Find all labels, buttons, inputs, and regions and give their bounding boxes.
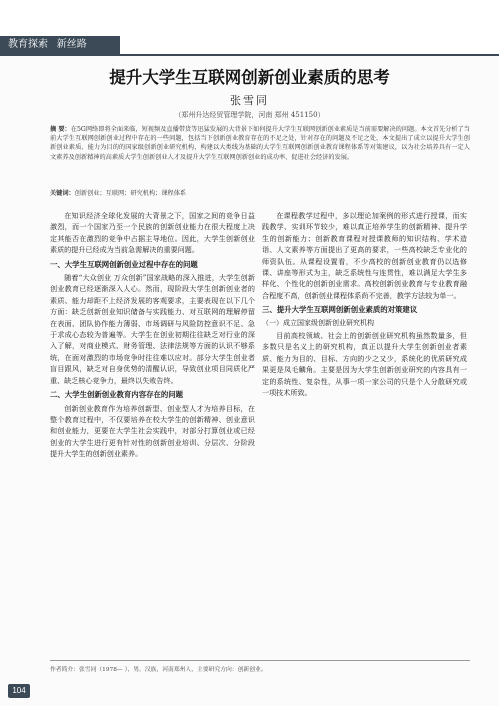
intro-paragraph: 在知识经济全球化发展的大背景之下，国家之间的竞争日益激烈，而一个国家乃至一个民族的创新创业能力在很大程度上决定其能否在激烈的竞争中占据主导地位。因此，大学生创新创业素质的提升已经成为当前急需解决的重要问题。 <box>50 211 255 255</box>
section-1-heading: 一、大学生互联网创新创业过程中存在的问题 <box>50 259 198 269</box>
subsection-label: 新丝路 <box>56 39 87 50</box>
right-column <box>262 210 467 399</box>
author-footnote: 作者简介：张雪同（1978— ），男，汉族，河南郑州人，主要研究方向：创新创业。 <box>50 667 267 673</box>
section-label: 教育探索 <box>8 39 48 50</box>
left-column <box>50 210 255 460</box>
section-1-body: 随着“大众创业 万众创新”国家战略的深入推进，大学生创新创业教育已经逐渐深入人心。然而，现阶段大学生创新创业者的素质、能力却距不上经济发展的客观要求，主要表现在以下几个方面：缺乏创新创业知识储备与实践能力、对互联网的理解停留在表面、团队协作能力薄弱、市场调研与风险防控意识不足、急于求成心态较为普遍等。大学生在创业初期往往缺乏对行业的深入了解，对商业模式、财务管理、法律法规等方面的认识不够系统，在面对激烈的市场竞争时往往难以应对。部分大学生创业者盲目跟风，缺乏对自身优势的清醒认识，导致创业项目同质化严重、缺乏核心竞争力，最终以失败告终。 <box>50 273 255 385</box>
author-name: 张雪同 <box>230 94 269 107</box>
right-intro-paragraph: 在课程教学过程中，多以理论加案例的形式进行授课，而实践教学、实训环节较少，难以真正培养学生的创新精神、提升学生的创新能力；创新教育课程对授课教师的知识结构、学术造诣、人文素养等方面提出了更高的要求，一些高校缺乏专业化的师资队伍。从课程设置看，不少高校的创新创业教育仍以选修课、讲座等形式为主，缺乏系统性与连贯性，难以满足大学生多样化、个性化的创新创业需求。高校创新创业教育与专业教育融合程度不高，创新创业课程体系尚不完善，教学方法较为单一。 <box>262 211 467 300</box>
subsection-heading: （一）成立国家级创新创业研究机构 <box>262 318 374 327</box>
abstract <box>50 125 470 162</box>
abstract-label: 摘 要： <box>50 126 71 133</box>
section-2-body: 创新创业教育作为培养创新型、创业型人才为培养目标，在整个教育过程中，不仅要培养在校大学生的创新精神、创业意识和创业能力，更要在大学生社会实践中，对部分打算创业或已经创业的大学生进行更有针对性的创新创业培训、分层次、分阶段提升大学生的创新创业素养。 <box>50 403 255 459</box>
footnote-rule <box>50 660 470 661</box>
author-affiliation: （郑州升达经贸管理学院，河南 郑州 451150） <box>174 111 325 119</box>
section-2-heading: 二、大学生创新创业教育内容存在的问题 <box>50 390 184 400</box>
page-number: 104 <box>8 684 30 698</box>
keywords-text: 创新创业；互联网；研究机构；课程体系 <box>74 190 187 197</box>
abstract-text: 在5G网络即将全面来临，短视频及直播带货等迅猛发展的大背景下如何提升大学生互联网创新创业素质是当前需要解决的问题。本文首先分析了当前大学生互联网创新创业过程中存在的一些问题，包括当下创新创业教育存在的不足之处，针对存在的问题及不足之处，本文提出了成立以提升大学生创新创业素质、能力为目的的国家级创新创业研究机构，构建以大类线为基础的大学生互联网创新创业教育课程体系等对策建议，以为社会培养具有一定人文素养及创新精神的高素质大学生创新创业人才及提升大学生互联网创新创业的成功率，促进社会经济的发展。 <box>50 126 470 161</box>
header-rule <box>0 54 499 56</box>
keywords <box>50 188 470 197</box>
article-title: 提升大学生互联网创新创业素质的思考 <box>109 68 390 87</box>
keywords-label: 关键词： <box>50 190 75 197</box>
section-3-body: 目前高校领域、社会上的创新创业研究机构虽然数量多，但多数只是名义上的研究机构，真正以提升大学生创新创业者素质、能力为目的、目标、方向的少之又少，系统化的优质研究成果更是凤毛麟角。主要是因为大学生创新创业研究的内容具有一定的系统性、复杂性，从事一项一家公司的只是个人分散研究或一项技术所致。 <box>262 331 467 398</box>
section-3-heading: 三、提升大学生互联网创新创业素质的对策建议 <box>262 305 418 315</box>
section-header <box>0 36 120 54</box>
